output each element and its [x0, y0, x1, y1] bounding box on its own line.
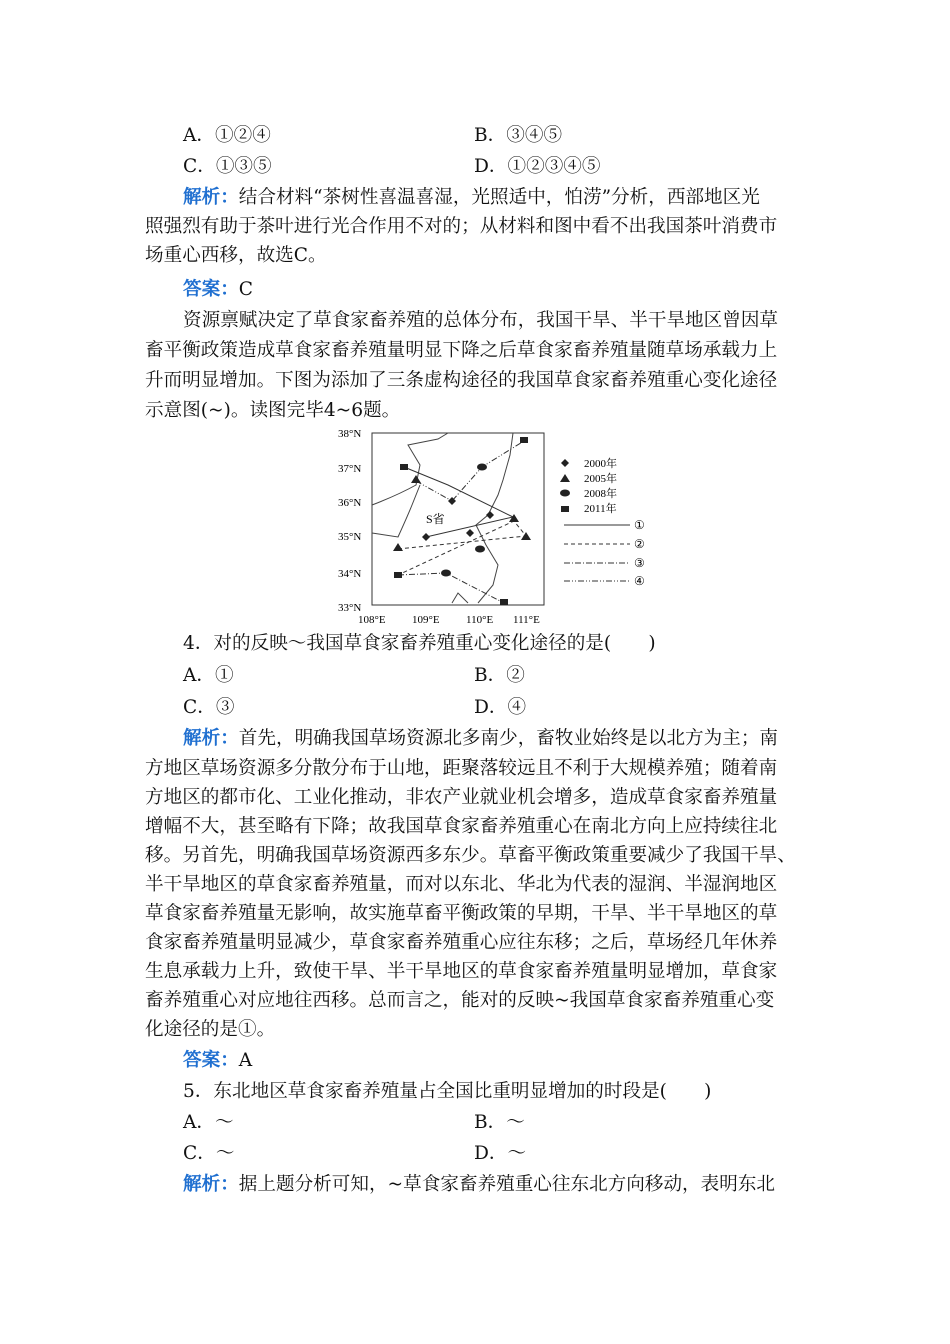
q3-option-a: A．①②④	[183, 125, 271, 146]
q4-option-d: D．④	[474, 697, 527, 718]
q4-analysis-line-9: 生息承载力上升，致使干旱、半干旱地区的草食家畜养殖量明显增加，草食家	[145, 961, 778, 982]
marker-2011	[394, 572, 402, 578]
legend-route-2: ②	[634, 537, 645, 551]
q5-option-c: C．～	[183, 1143, 235, 1164]
q4-analysis-line-4: 增幅不大，甚至略有下降；故我国草食家畜养殖重心在南北方向上应持续往北	[145, 816, 778, 837]
q4-option-a: A．①	[183, 665, 234, 686]
marker-2011	[520, 437, 528, 443]
route-3-line	[398, 573, 504, 603]
q4-option-b: B．②	[474, 665, 525, 686]
q4-stem: 4．对的反映～我国草食家畜养殖重心变化途径的是( )	[183, 633, 656, 654]
analysis-label: 解析：	[183, 728, 239, 749]
q3-option-b: B．③④⑤	[474, 125, 563, 146]
q4-analysis-line-5: 移。另首先，明确我国草场资源西多东少。草畜平衡政策重要减少了我国干旱、	[145, 845, 796, 866]
legend-2000: 2000年	[584, 458, 617, 470]
q5-analysis-line-1: 解析：据上题分析可知，~草食家畜养殖重心往东北方向移动，表明东北	[183, 1174, 776, 1195]
livestock-center-map	[328, 425, 658, 625]
legend-2005-icon	[560, 474, 570, 482]
q4-answer: 答案：A	[183, 1050, 253, 1071]
q3-analysis-line-1: 解析：结合材料“茶树性喜温喜湿，光照适中，怕涝”分析，西部地区光	[183, 187, 760, 208]
route-1-line	[404, 467, 513, 537]
legend-route-4: ④	[634, 574, 645, 588]
q5-option-d: D．～	[474, 1143, 527, 1164]
lat-label: 34°N	[338, 568, 362, 580]
q3-option-d: D．①②③④⑤	[474, 156, 601, 177]
passage-line-4: 示意图(~)。读图完毕4~6题。	[145, 400, 401, 421]
boundary-line	[452, 593, 468, 603]
lon-label: 108°E	[358, 614, 386, 625]
legend-2011-icon	[561, 506, 569, 512]
q4-option-c: C．③	[183, 697, 235, 718]
q4-analysis-line-2: 方地区草场资源多分散分布于山地，距聚落较远且不利于大规模养殖；随着南	[145, 758, 778, 779]
analysis-label: 解析：	[183, 1174, 239, 1195]
lon-label: 109°E	[412, 614, 440, 625]
marker-2005	[521, 532, 531, 540]
q5-option-a: A．～	[183, 1112, 234, 1133]
q3-analysis-line-2: 照强烈有助于茶叶进行光合作用不对的；从材料和图中看不出我国茶叶消费市	[145, 216, 778, 237]
legend-2011: 2011年	[584, 503, 617, 515]
lat-label: 37°N	[338, 463, 362, 475]
route-4-line	[416, 441, 524, 501]
q4-analysis-line-8: 食家畜养殖量明显减少，草食家畜养殖重心应往东移；之后，草场经几年休养	[145, 932, 778, 953]
marker-2008	[477, 464, 487, 471]
lat-label: 35°N	[338, 531, 362, 543]
marker-2011	[500, 599, 508, 605]
lat-label: 36°N	[338, 497, 362, 509]
marker-2008	[475, 546, 485, 553]
legend-route-3: ③	[634, 556, 645, 570]
q4-analysis-line-6: 半干旱地区的草食家畜养殖量，而对以东北、华北为代表的湿润、半湿润地区	[145, 874, 778, 895]
q3-answer: 答案：C	[183, 279, 254, 300]
legend-route-1: ①	[634, 518, 645, 532]
lat-label: 38°N	[338, 428, 362, 440]
marker-2011	[400, 464, 408, 470]
marker-2000	[466, 529, 474, 537]
answer-label: 答案：	[183, 1050, 239, 1071]
legend-2008-icon	[560, 490, 570, 497]
q5-stem: 5．东北地区草食家畜养殖量占全国比重明显增加的时段是( )	[183, 1081, 712, 1102]
q5-option-b: B．～	[474, 1112, 525, 1133]
analysis-label: 解析：	[183, 187, 239, 208]
lat-label: 33°N	[338, 602, 362, 614]
boundary-line	[372, 485, 420, 537]
province-label: S省	[426, 512, 445, 526]
marker-2005	[393, 543, 403, 551]
passage-line-2: 畜平衡政策造成草食家畜养殖量明显下降之后草食家畜养殖量随草场承载力上	[145, 340, 778, 361]
q3-analysis-line-3: 场重心西移，故选C。	[145, 245, 327, 266]
q4-analysis-line-1: 解析：首先，明确我国草场资源北多南少，畜牧业始终是以北方为主；南	[183, 728, 779, 749]
map-frame	[372, 433, 544, 605]
legend-2005: 2005年	[584, 473, 617, 485]
q4-analysis-line-7: 草食家畜养殖量无影响，故实施草畜平衡政策的早期，干旱、半干旱地区的草	[145, 903, 778, 924]
passage-line-1: 资源禀赋决定了草食家畜养殖的总体分布，我国干旱、半干旱地区曾因草	[183, 310, 779, 331]
lon-label: 111°E	[513, 614, 540, 625]
marker-2000	[422, 533, 430, 541]
legend-2000-icon	[561, 459, 569, 467]
q4-analysis-line-11: 化途径的是①。	[145, 1019, 276, 1040]
marker-2005	[411, 475, 421, 483]
q4-analysis-line-10: 畜养殖重心对应地往西移。总而言之，能对的反映~我国草食家畜养殖重心变	[145, 990, 775, 1011]
lon-label: 110°E	[466, 614, 494, 625]
legend-2008: 2008年	[584, 488, 617, 500]
marker-2000	[486, 511, 494, 519]
q3-option-c: C．①③⑤	[183, 156, 272, 177]
q4-analysis-line-3: 方地区的都市化、工业化推动，非农产业就业机会增多，造成草食家畜养殖量	[145, 787, 778, 808]
passage-line-3: 升而明显增加。下图为添加了三条虚构途径的我国草食家畜养殖重心变化途径	[145, 370, 778, 391]
marker-2008	[441, 570, 451, 577]
answer-label: 答案：	[183, 279, 239, 300]
